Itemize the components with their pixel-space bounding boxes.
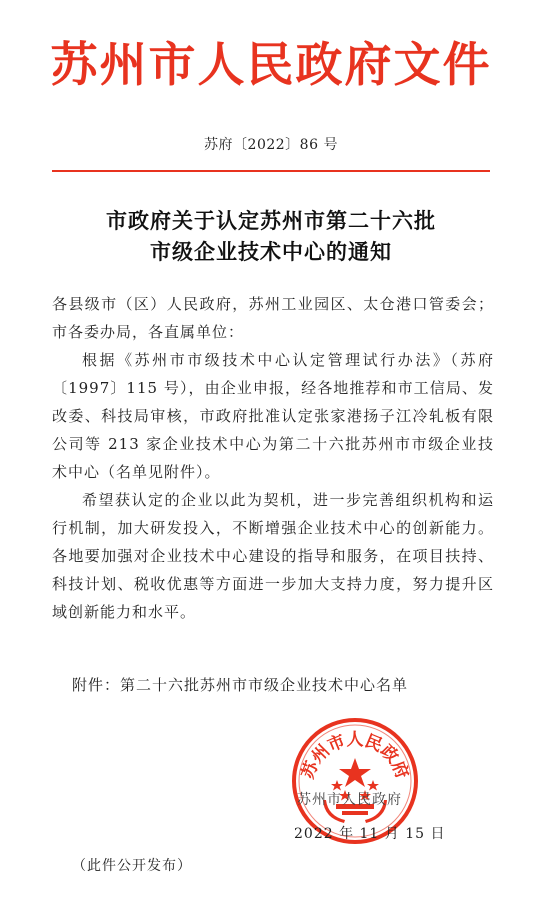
issue-date: 2022 年 11 月 15 日: [294, 826, 446, 842]
disclosure-note: （此件公开发布）: [72, 858, 192, 874]
signing-authority: 苏州市人民政府: [297, 792, 402, 808]
salutation: 各县级市（区）人民政府，苏州工业园区、太仓港口管委会；市各委办局，各直属单位：: [52, 295, 494, 341]
body-paragraph-2: 希望获认定的企业以此为契机，进一步完善组织机构和运行机制，加大研发投入，不断增强企业技术中心的创新能力。各地要加强对企业技术中心建设的指导和服务，在项目扶持、科技计划、税收优惠等方面进一步加大支持力度，努力提升区域创新能力和水平。: [52, 491, 494, 621]
notice-title-line-1: 市政府关于认定苏州市第二十六批: [106, 208, 436, 233]
seal-text: 苏州市人民政府: [298, 730, 412, 782]
body-paragraph-1: 根据《苏州市市级技术中心认定管理试行办法》（苏府〔1997〕115 号），由企业申报，经各地推荐和市工信局、发改委、科技局审核，市政府批准认定张家港扬子江冷轧板有限公司等 213 家企业技术中心为第二十六批苏州市市级企业技术中心（名单见附件）。: [52, 351, 494, 481]
document-number: 苏府〔2022〕86 号: [204, 137, 338, 153]
notice-title-line-2: 市级企业技术中心的通知: [150, 239, 392, 264]
document-masthead: 苏州市人民政府文件: [50, 38, 492, 93]
red-divider-line: [52, 170, 490, 172]
attachment-line: 附件：第二十六批苏州市市级企业技术中心名单: [72, 676, 409, 694]
